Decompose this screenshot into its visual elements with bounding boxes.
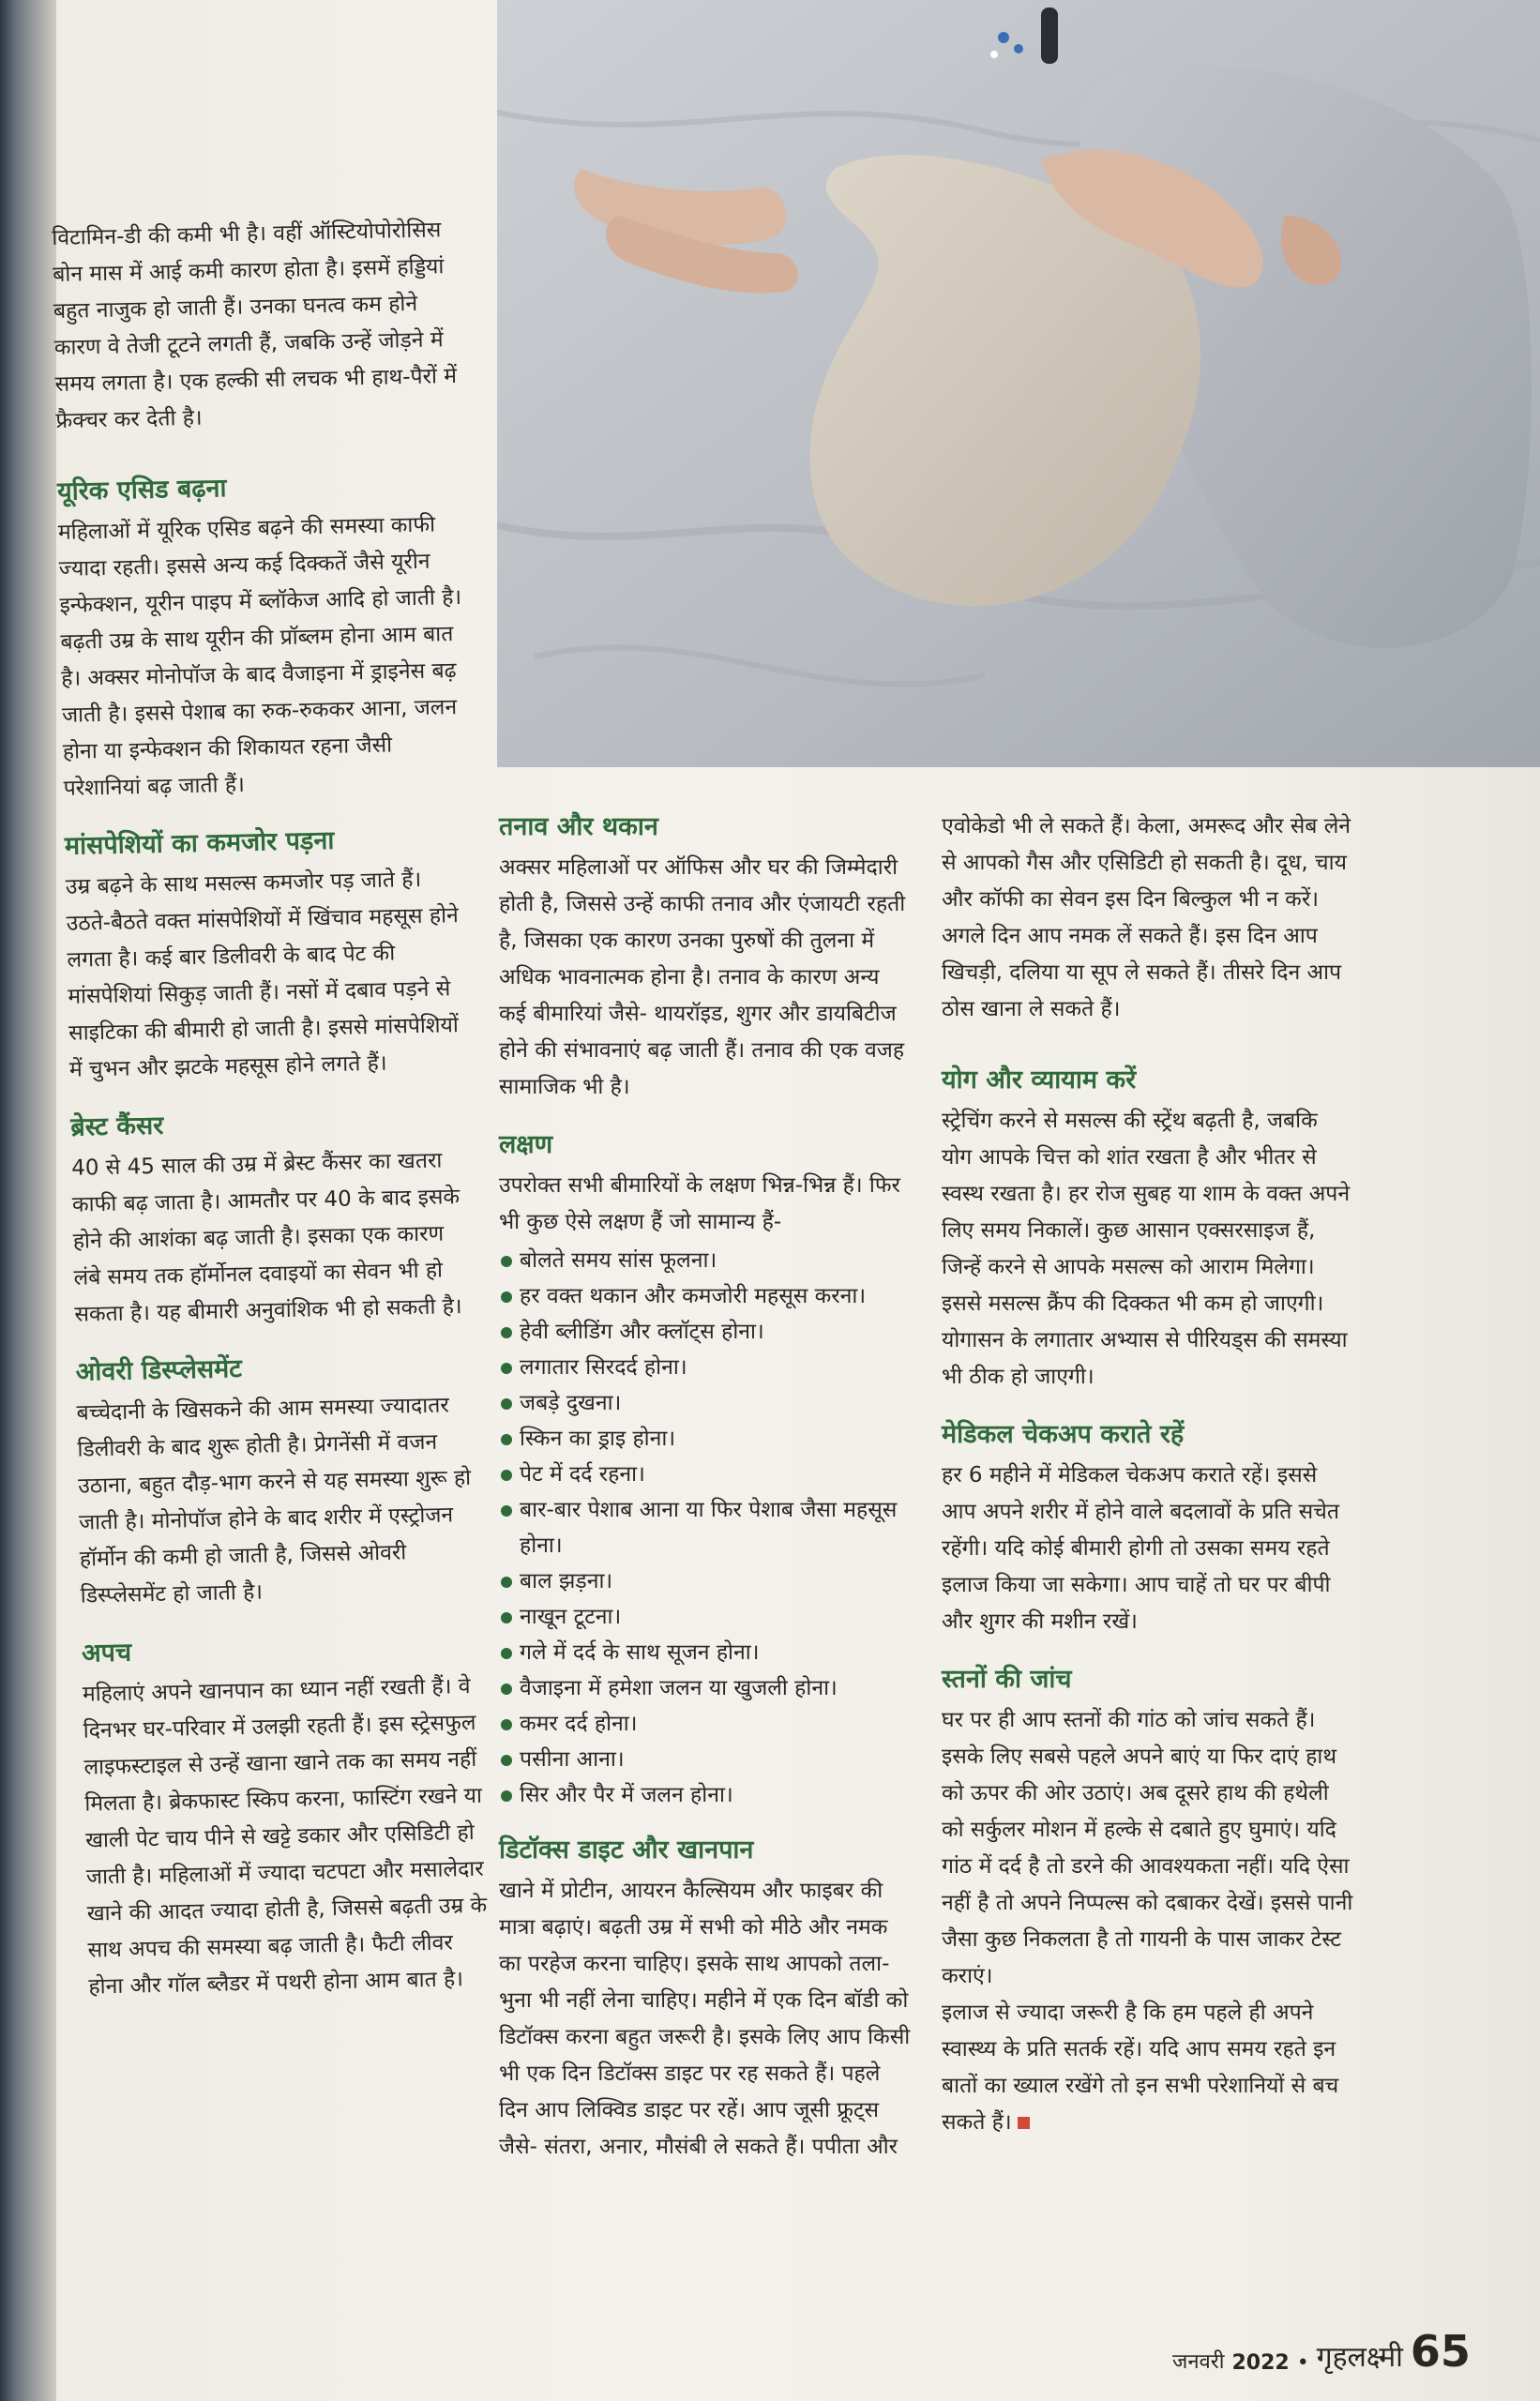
- list-item: स्किन का ड्राइ होना।: [499, 1421, 912, 1457]
- list-item: पेट में दर्द रहना।: [499, 1457, 912, 1492]
- magazine-name: गृहलक्ष्मी: [1316, 2341, 1403, 2374]
- list-item: हर वक्त थकान और कमजोरी महसूस करना।: [499, 1278, 912, 1314]
- list-item: बार-बार पेशाब आना या फिर पेशाब जैसा महसूस होना।: [499, 1492, 912, 1563]
- paragraph-indigestion: महिलाएं अपने खानपान का ध्यान नहीं रखती हैं। वे दिनभर घर-परिवार में उलझी रहती हैं। इस स्ट्रेसफुल लाइफस्टाइल से उन्हें खाना खाने तक का समय नहीं मिलता है। ब्रेकफास्ट स्किप करना, फास्टिंग रखने या खाली पेट चाय पीने से खट्टे डकार और एसिडिटी हो जाती है। महिलाओं में ज्यादा चटपटा और मसालेदार खाने की आदत ज्यादा होती है, जिससे बढ़ती उम्र के साथ अपच की समस्या बढ़ जाती है। फैटी लीवर होना और गॉल ब्लैडर में पथरी होना आम बात है।: [82, 1673, 488, 2000]
- paragraph-muscle-weakness: उम्र बढ़ने के साथ मसल्स कमजोर पड़ जाते हैं। उठते-बैठते वक्त मांसपेशियों में खिंचाव महसूस होने लगता है। कई बार डिलीवरी के बाद पेट की मांसपेशियां सिकुड़ जाती हैं। नसों में दबाव पड़ने से साइटिका की बीमारी हो जाती है। इससे मांसपेशियों में चुभन और झटके महसूस होने लगते हैं।: [65, 867, 460, 1082]
- paragraph-detox-diet: खाने में प्रोटीन, आयरन कैल्सियम और फाइबर की मात्रा बढ़ाएं। बढ़ती उम्र में सभी को मीठे और नमक का परहेज करना चाहिए। इसके साथ आपको तला-भुना भी नहीं लेना चाहिए। महीने में एक दिन बॉडी को डिटॉक्स करना बहुत जरूरी है। इसके लिए आप किसी भी एक दिन डिटॉक्स डाइट पर रह सकते हैं। पहले दिन आप लिक्विड डाइट पर रहें। आप जूसी फ्रूट्स जैसे- संतरा, अनार, मौसंबी ले सकते हैं। पपीता और: [499, 1879, 911, 2159]
- paragraph-breast-cancer: 40 से 45 साल की उम्र में ब्रेस्ट कैंसर का खतरा काफी बढ़ जाता है। आमतौर पर 40 के बाद इसके होने की आशंका बढ़ जाती है। इसका एक कारण लंबे समय तक हॉर्मोनल दवाइयों का सेवन भी हो सकता है। यह बीमारी अनुवांशिक भी हो सकती है।: [70, 1148, 462, 1327]
- heading-muscle-weakness: मांसपेशियों का कमजोर पड़ना: [64, 825, 335, 861]
- list-item: हेवी ब्लीडिंग और क्लॉट्स होना।: [499, 1314, 912, 1350]
- list-item: वैजाइना में हमेशा जलन या खुजली होना।: [499, 1670, 912, 1706]
- conclusion-text: इलाज से ज्यादा जरूरी है कि हम पहले ही अपने स्वास्थ्य के प्रति सतर्क रहें। यदि आप समय रहते इन बातों का ख्याल रखेंगे तो इन सभी परेशानियों से बच सकते हैं।: [942, 2001, 1339, 2135]
- list-item: सिर और पैर में जलन होना।: [499, 1777, 912, 1813]
- paragraph-stress-fatigue: अक्सर महिलाओं पर ऑफिस और घर की जिम्मेदारी होती है, जिससे उन्हें काफी तनाव और एंजायटी रहती है, जिसका एक कारण उनका पुरुषों की तुलना में अधिक भावनात्मक होना है। तनाव के कारण अन्य कई बीमारियां जैसे- थायरॉइड, शुगर और डायबिटीज होने की संभावनाएं बढ़ जाती हैं। तनाव की एक वजह सामाजिक भी है।: [499, 855, 906, 1099]
- column-left: [52, 212, 492, 2027]
- heading-breast-examination: स्तनों की जांच: [942, 1665, 1072, 1694]
- paragraph-conclusion: [942, 1995, 1354, 2141]
- list-item: नाखून टूटना।: [499, 1599, 912, 1635]
- paragraph-breast-examination: घर पर ही आप स्तनों की गांठ को जांच सकते हैं। इसके लिए सबसे पहले अपने बाएं या फिर दाएं हाथ को ऊपर की ओर उठाएं। अब दूसरे हाथ की हथेली को सर्कुलर मोशन में हल्के से दबाते हुए घुमाएं। यदि गांठ में दर्द है तो डरने की आवश्यकता नहीं। यदि ऐसा नहीं है तो अपने निप्पल्स को दबाकर देखें। इससे पानी जैसा कुछ निकलता है तो गायनी के पास जाकर टेस्ट कराएं।: [942, 1708, 1353, 1988]
- heading-breast-cancer: ब्रेस्ट कैंसर: [69, 1110, 164, 1142]
- heading-detox-diet: डिटॉक्स डाइट और खानपान: [499, 1835, 754, 1865]
- end-of-article-mark: [1018, 2117, 1030, 2129]
- paragraph-uric-acid: महिलाओं में यूरिक एसिड बढ़ने की समस्या काफी ज्यादा रहती। इससे अन्य कई दिक्कतें जैसे यूरीन इन्फेक्शन, यूरीन पाइप में ब्लॉकेज आदि हो जाती है। बढ़ती उम्र के साथ यूरीन की प्रॉब्लम होना आम बात है। अक्सर मोनोपॉज के बाद वैजाइना में ड्राइनेस बढ़ जाती है। इससे पेशाब का रुक-रुककर आना, जलन होना या इन्फेक्शन की शिकायत रहना जैसी परेशानियां बढ़ जाती हैं।: [57, 512, 462, 801]
- heading-uric-acid: यूरिक एसिड बढ़ना: [56, 474, 227, 506]
- list-item: बोलते समय सांस फूलना।: [499, 1243, 912, 1278]
- footer-separator: •: [1296, 2351, 1309, 2375]
- paragraph-symptoms-intro: उपरोक्त सभी बीमारियों के लक्षण भिन्न-भिन्न हैं। फिर भी कुछ ऐसे लक्षण हैं जो सामान्य हैं-: [499, 1173, 900, 1234]
- list-item: जबड़े दुखना।: [499, 1385, 912, 1421]
- heading-indigestion: अपच: [81, 1638, 132, 1669]
- photo-woman-lying-on-bed: [497, 0, 1540, 767]
- paragraph-yoga-exercise: स्ट्रेचिंग करने से मसल्स की स्ट्रेंथ बढ़ती है, जबकि योग आपके चित्त को शांत रखता है और भीतर से स्वस्थ रखता है। हर रोज सुबह या शाम के वक्त अपने लिए समय निकालें। कुछ आसान एक्सरसाइज हैं, जिन्हें करने से आपके मसल्स को आराम मिलेगा। इससे मसल्स क्रैंप की दिक्कत भी कम हो जाएगी। योगासन के लगातार अभ्यास से पीरियड्स की समस्या भी ठीक हो जाएगी।: [942, 1109, 1351, 1389]
- page-number: 65: [1410, 2326, 1471, 2377]
- footer-year: 2022: [1231, 2351, 1290, 2375]
- heading-ovary-displacement: ओवरी डिस्प्लेसमेंट: [75, 1354, 243, 1387]
- paragraph-ovary-displacement: बच्चेदानी के खिसकने की आम समस्या ज्यादातर डिलीवरी के बाद शुरू होती है। प्रेगनेंसी में वजन उठाना, बहुत दौड़-भाग करने से यह समस्या शुरू हो जाती है। मोनोपॉज होने के बाद शरीर में एस्ट्रोजन हॉर्मोन की कमी हो जाती है, जिससे ओवरी डिस्प्लेसमेंट हो जाती है।: [76, 1393, 472, 1608]
- heading-medical-checkup: मेडिकल चेकअप कराते रहें: [942, 1420, 1185, 1449]
- list-item: कमर दर्द होना।: [499, 1706, 912, 1742]
- heading-stress-fatigue: तनाव और थकान: [499, 812, 658, 841]
- heading-symptoms: लक्षण: [499, 1130, 553, 1159]
- paragraph-intro: विटामिन-डी की कमी भी है। वहीं ऑस्टियोपोरोसिस बोन मास में आई कमी कारण होता है। इसमें हड्डियां बहुत नाजुक हो जाती हैं। उनका घनत्व कम होने कारण वे तेजी टूटने लगती हैं, जबकि उन्हें जोड़ने में समय लगता है। एक हल्की सी लचक भी हाथ-पैरों में फ्रैक्चर कर देती है।: [52, 218, 458, 433]
- symptoms-list: [499, 1243, 912, 1813]
- list-item: लगातार सिरदर्द होना।: [499, 1350, 912, 1385]
- list-item: बाल झड़ना।: [499, 1563, 912, 1599]
- heading-yoga-exercise: योग और व्यायाम करें: [942, 1065, 1137, 1095]
- column-right: [942, 808, 1354, 2162]
- book-spine-shadow: [0, 0, 56, 2401]
- paragraph-detox-continued: एवोकेडो भी ले सकते हैं। केला, अमरूद और सेब लेने से आपको गैस और एसिडिटी हो सकती है। दूध, चाय और कॉफी का सेवन इस दिन बिल्कुल भी न करें। अगले दिन आप नमक लें सकते हैं। इस दिन आप खिचड़ी, दलिया या सूप ले सकते हैं। तीसरे दिन आप ठोस खाना ले सकते हैं।: [942, 814, 1351, 1021]
- list-item: गले में दर्द के साथ सूजन होना।: [499, 1635, 912, 1670]
- page-footer: [1172, 2318, 1482, 2375]
- list-item: पसीना आना।: [499, 1742, 912, 1777]
- paragraph-medical-checkup: हर 6 महीने में मेडिकल चेकअप कराते रहें। इससे आप अपने शरीर में होने वाले बदलावों के प्रति सचेत रहेंगी। यदि कोई बीमारी होगी तो उसका समय रहते इलाज किया जा सकेगा। आप चाहें तो घर पर बीपी और शुगर की मशीन रखें।: [942, 1463, 1339, 1634]
- column-middle: [499, 808, 912, 2186]
- photo-illustration: [497, 0, 1540, 767]
- footer-month: जनवरी: [1172, 2350, 1225, 2374]
